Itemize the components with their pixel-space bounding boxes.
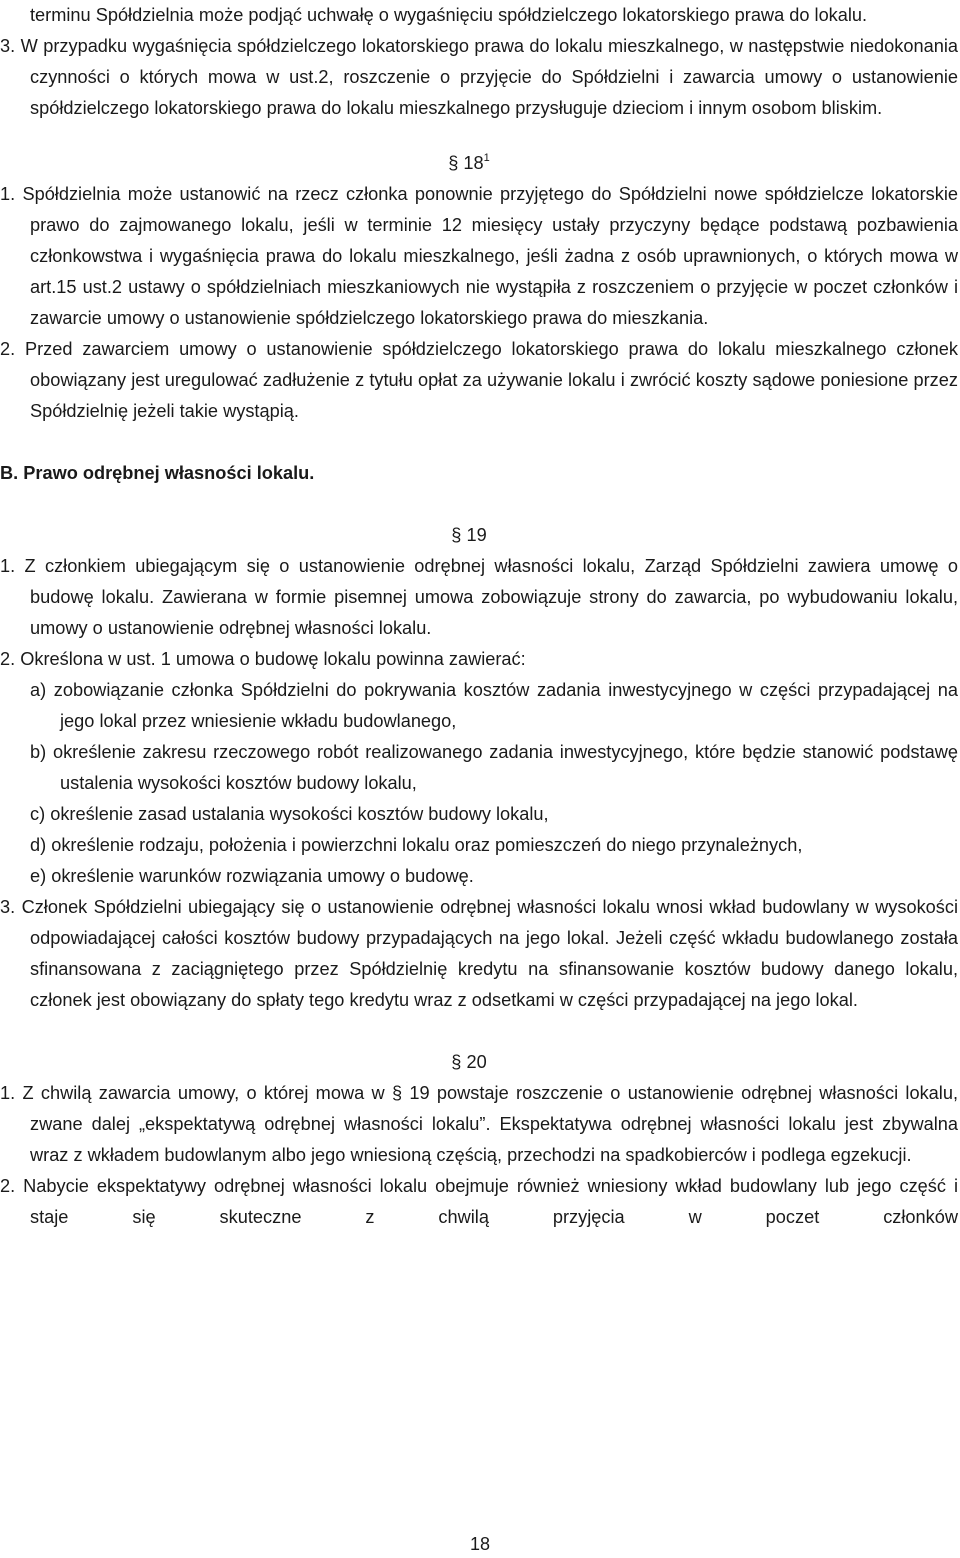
page-number: 18: [469, 1534, 491, 1554]
section-title: § 18: [448, 153, 484, 173]
section-superscript: 1: [483, 152, 490, 164]
list-item-c: c) określenie zasad ustalania wysokości kosztów budowy lokalu,: [30, 804, 549, 824]
paragraph-18-1-2: 2. Przed zawarciem umowy o ustanowienie spółdzielczego lokatorskiego prawa do lokalu mieszkalnego członek obowiązany jest uregulować zadłużenie z tytułu opłat za używanie lokalu i zwrócić koszty sądowe poniesione przez Spółdzielnię jeżeli takie wystąpią.: [0, 339, 958, 421]
paragraph-3: 3. W przypadku wygaśnięcia spółdzielczego lokatorskiego prawa do lokalu mieszkalnego, w następstwie niedokonania czynności o których mowa w ust.2, roszczenie o przyjęcie do Spółdzielni i zawarcia umowy o ustanowienie spółdzielczego lokatorskiego prawa do lokalu mieszkalnego przysługuje dzieciom i innym osobom bliskim.: [0, 36, 958, 118]
list-item-a: a) zobowiązanie członka Spółdzielni do pokrywania kosztów zadania inwestycyjnego w części przypadającej na jego lokal przez wniesienie wkładu budowlanego,: [30, 680, 958, 731]
list-item-d: d) określenie rodzaju, położenia i powierzchni lokalu oraz pomieszczeń do niego przynależnych,: [30, 835, 803, 855]
paragraph-19-2: 2. Określona w ust. 1 umowa o budowę lokalu powinna zawierać:: [0, 649, 526, 669]
paragraph-continued: terminu Spółdzielnia może podjąć uchwałę o wygaśnięciu spółdzielczego lokatorskiego prawa do lokalu.: [30, 5, 868, 25]
paragraph-18-1-1: 1. Spółdzielnia może ustanowić na rzecz członka ponownie przyjętego do Spółdzielni nowe spółdzielcze lokatorskie prawo do zajmowanego lokalu, jeśli w terminie 12 miesięcy ustały przyczyny będące podstawą pozbawienia członkowstwa i wygaśnięcia prawa do lokalu mieszkalnego, jeśli żadna z osób uprawnionych, o których mowa w art.15 ust.2 ustawy o spółdzielniach mieszkaniowych nie wystąpiła z roszczeniem o przyjęcie w poczet członków i zawarcie umowy o ustanowienie spółdzielczego lokatorskiego prawa do mieszkania.: [0, 184, 958, 328]
section-heading-20: § 20: [451, 1052, 487, 1072]
section-heading-19: § 19: [451, 525, 487, 545]
paragraph-19-3: 3. Członek Spółdzielni ubiegający się o ustanowienie odrębnej własności lokalu wnosi wkład budowlany w wysokości odpowiadającej całości kosztów budowy przypadających na jego lokal. Jeżeli część wkładu budowlanego została sfinansowana z zaciągniętego przez Spółdzielnię kredytu na sfinansowanie kosztów budowy danego lokalu, członek jest obowiązany do spłaty tego kredytu wraz z odsetkami w części przypadającej na jego lokal.: [0, 897, 958, 1010]
paragraph-20-2: 2. Nabycie ekspektatywy odrębnej własności lokalu obejmuje również wniesiony wkład budowlany lub jego część i staje się skuteczne z chwilą przyjęcia w poczet członków: [0, 1176, 958, 1227]
paragraph-19-1: 1. Z członkiem ubiegającym się o ustanowienie odrębnej własności lokalu, Zarząd Spółdzielni zawiera umowę o budowę lokalu. Zawierana w formie pisemnej umowa zobowiązuje strony do zawarcia, po wybudowaniu lokalu, umowy o ustanowienie odrębnej własności lokalu.: [0, 556, 958, 638]
chapter-heading-b: B. Prawo odrębnej własności lokalu.: [0, 463, 315, 483]
paragraph-20-1: 1. Z chwilą zawarcia umowy, o której mowa w § 19 powstaje roszczenie o ustanowienie odrębnej własności lokalu, zwane dalej „ekspektatywą odrębnej własności lokalu”. Ekspektatywa odrębnej własności lokalu jest zbywalna wraz z wkładem budowlanym albo jego wniesioną częścią, przechodzi na spadkobierców i podlega egzekucji.: [0, 1083, 958, 1165]
list-item-e: e) określenie warunków rozwiązania umowy o budowę.: [30, 866, 474, 886]
section-heading-18-1: [0, 148, 958, 179]
list-item-b: b) określenie zakresu rzeczowego robót realizowanego zadania inwestycyjnego, które będzie stanowić podstawę ustalenia wysokości kosztów budowy lokalu,: [30, 742, 958, 793]
